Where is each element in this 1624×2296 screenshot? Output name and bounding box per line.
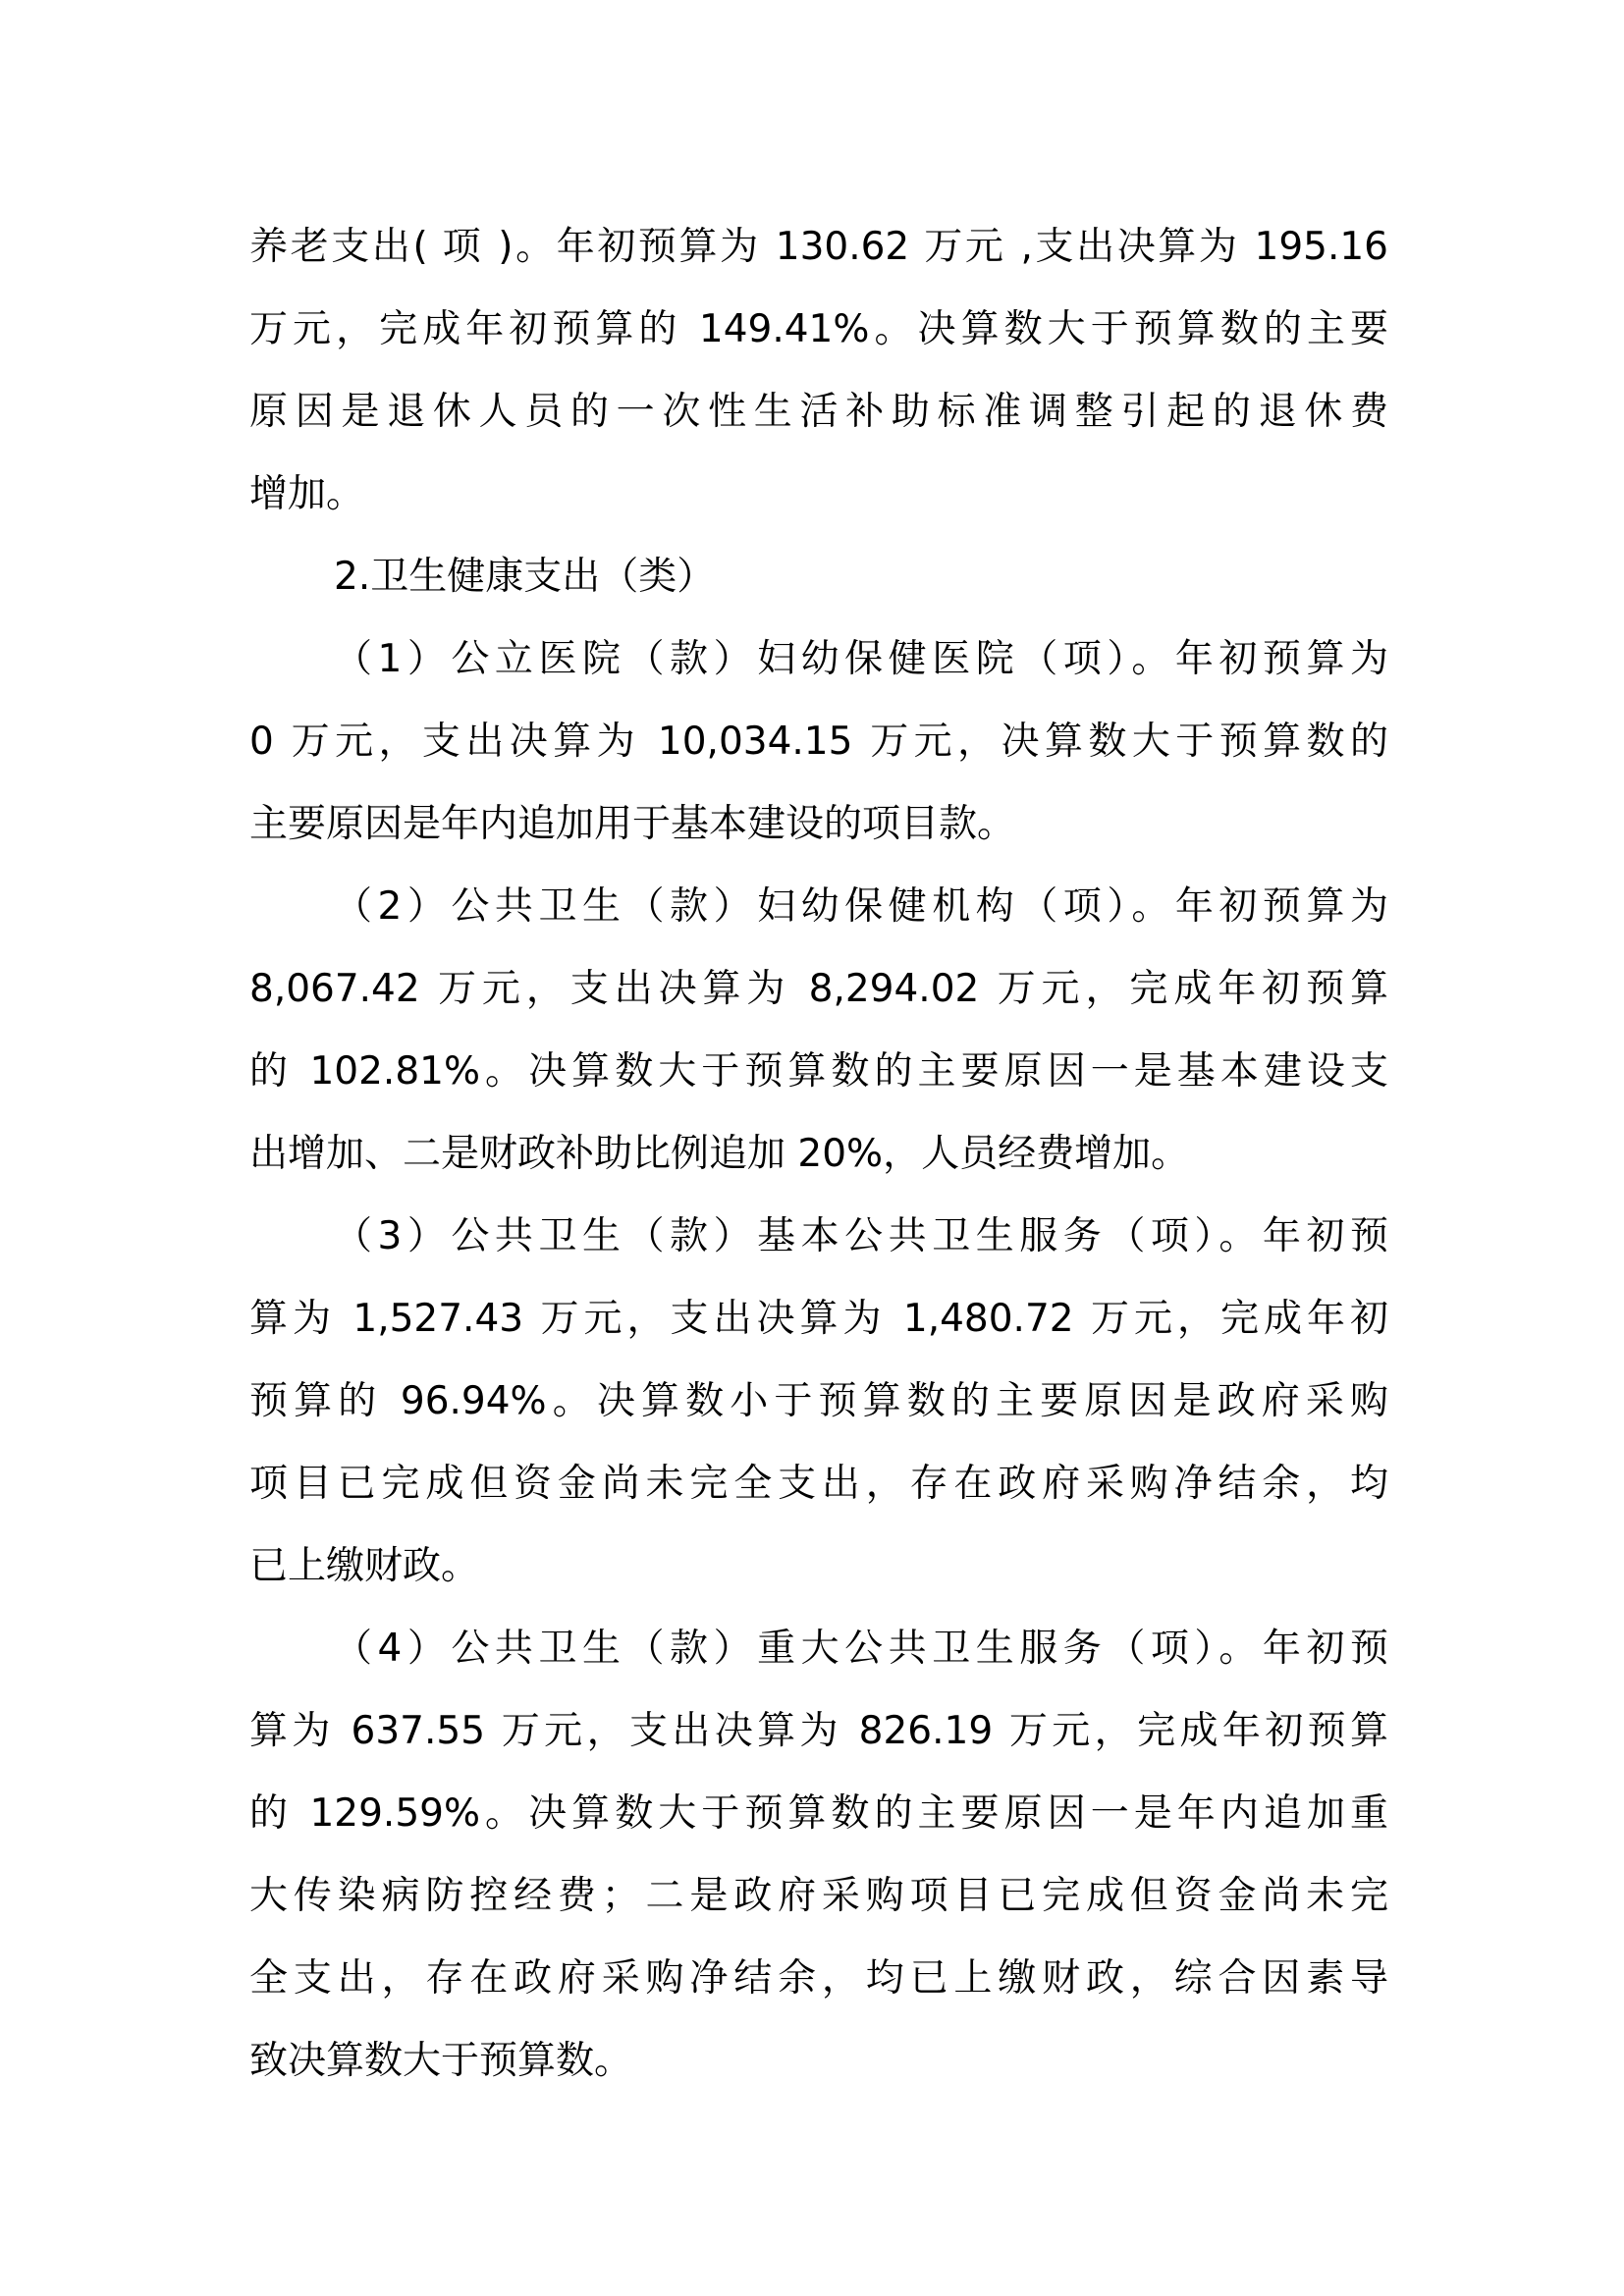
item-2-line-4: 出增加、二是财政补助比例追加 20%，人员经费增加。: [249, 1132, 1190, 1176]
item-3-line-2: 算为 1,527.43 万元，支出决算为 1,480.72 万元，完成年初: [249, 1297, 1388, 1341]
item-4-line-6: 致决算数大于预算数。: [249, 2039, 633, 2083]
item-3-line-5: 已上缴财政。: [249, 1544, 480, 1588]
item-3-line-4: 项目已完成但资金尚未完全支出，存在政府采购净结余，均: [249, 1462, 1388, 1506]
item-1-line-1: （1）公立医院（款）妇幼保健医院（项）。年初预算为: [334, 637, 1388, 681]
item-1-line-2: 0 万元，支出决算为 10,034.15 万元，决算数大于预算数的: [249, 720, 1388, 764]
item-2-line-2: 8,067.42 万元，支出决算为 8,294.02 万元，完成年初预算: [249, 967, 1388, 1011]
item-1-line-3: 主要原因是年内追加用于基本建设的项目款。: [249, 802, 1016, 846]
item-4-line-4: 大传染病防控经费；二是政府采购项目已完成但资金尚未完: [249, 1874, 1388, 1918]
item-2-line-3: 的 102.81%。决算数大于预算数的主要原因一是基本建设支: [249, 1049, 1388, 1094]
paragraph-1-line-1: 养老支出( 项 )。年初预算为 130.62 万元 ,支出决算为 195.16: [249, 225, 1388, 269]
item-4-line-2: 算为 637.55 万元，支出决算为 826.19 万元，完成年初预算: [249, 1709, 1388, 1753]
item-3-line-3: 预算的 96.94%。决算数小于预算数的主要原因是政府采购: [249, 1379, 1388, 1423]
paragraph-1-line-4: 增加。: [249, 472, 365, 516]
paragraph-1-line-2: 万元，完成年初预算的 149.41%。决算数大于预算数的主要: [249, 307, 1388, 351]
paragraph-1-line-3: 原因是退休人员的一次性生活补助标准调整引起的退休费: [249, 390, 1388, 434]
item-3-line-1: （3）公共卫生（款）基本公共卫生服务（项）。年初预: [334, 1214, 1388, 1258]
item-4-line-1: （4）公共卫生（款）重大公共卫生服务（项）。年初预: [334, 1627, 1388, 1671]
item-2-line-1: （2）公共卫生（款）妇幼保健机构（项）。年初预算为: [334, 884, 1388, 929]
item-4-line-5: 全支出，存在政府采购净结余，均已上缴财政，综合因素导: [249, 1956, 1388, 2001]
section-heading: 2.卫生健康支出（类）: [334, 555, 716, 599]
item-4-line-3: 的 129.59%。决算数大于预算数的主要原因一是年内追加重: [249, 1791, 1388, 1836]
